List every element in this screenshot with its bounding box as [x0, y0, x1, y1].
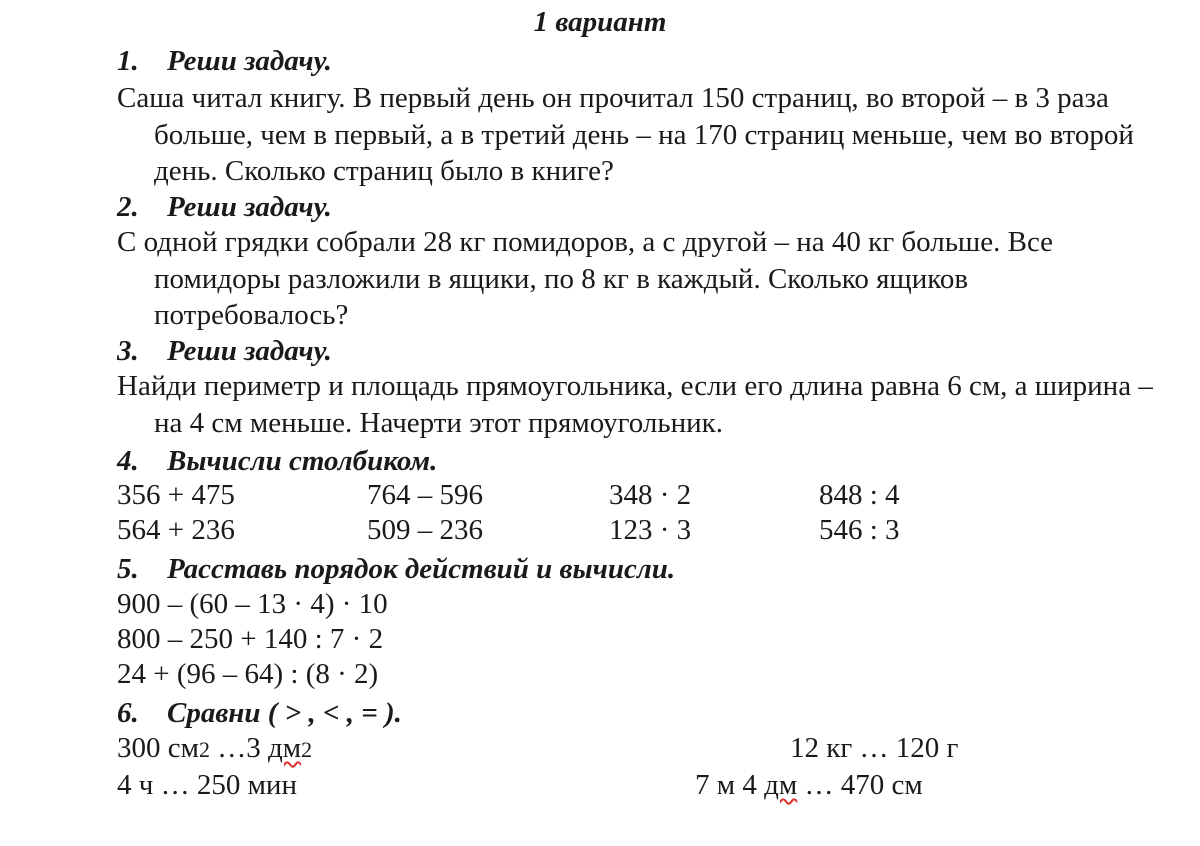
task-1-text: Саша читал книгу. В первый день он прочитал 150 страниц, во второй – в 3 раза больше, чем в первый, а в третий день – на 170 страниц меньше, чем во второй день. Сколько страниц было в книге? — [117, 82, 1134, 187]
spellcheck-underlined-unit: дм — [267, 732, 302, 764]
task-2-number: 2. — [117, 191, 139, 223]
task-1-title: Реши задачу. — [167, 45, 332, 77]
task-3-text: Найди периметр и площадь прямоугольника, если его длина равна 6 см, а ширина – на 4 см меньше. Начерти этот прямоугольник. — [117, 370, 1153, 439]
task-3-heading — [117, 333, 332, 369]
compare-item-area — [117, 730, 312, 768]
column-calc-item: 546 : 3 — [819, 514, 900, 546]
task-2-title: Реши задачу. — [167, 191, 332, 223]
spellcheck-underlined-unit: дм — [764, 769, 798, 801]
column-calc-item: 509 – 236 — [367, 514, 483, 546]
column-calc-item: 564 + 236 — [117, 514, 235, 546]
column-calc-item: 356 + 475 — [117, 479, 235, 511]
task-6-number: 6. — [117, 697, 139, 729]
compare-text: … 470 см — [797, 769, 923, 801]
variant-title: 1 вариант — [533, 6, 667, 38]
column-calc-item: 123 · 3 — [609, 514, 692, 546]
task-4-heading — [117, 443, 437, 479]
task-4-title: Вычисли столбиком. — [167, 445, 438, 477]
task-5-number: 5. — [117, 553, 139, 585]
task-6-title: Сравни ( > , < , = ). — [167, 697, 402, 729]
compare-text: 7 м 4 — [695, 769, 765, 801]
compare-item-time: 4 ч … 250 мин — [117, 769, 297, 801]
superscript: 2 — [301, 737, 313, 762]
compare-item-mass: 12 кг … 120 г — [790, 732, 959, 764]
expression-line: 24 + (96 – 64) : (8 · 2) — [117, 658, 379, 690]
task-6-heading — [117, 695, 402, 731]
task-2-heading — [117, 189, 332, 225]
column-calc-item: 848 : 4 — [819, 479, 900, 511]
compare-text: 300 см — [117, 732, 199, 764]
task-3-title: Реши задачу. — [167, 335, 332, 367]
task-2-text: С одной грядки собрали 28 кг помидоров, а с другой – на 40 кг больше. Все помидоры разложили в ящики, по 8 кг в каждый. Сколько ящиков потребовалось? — [117, 226, 1054, 331]
task-4-number: 4. — [117, 445, 139, 477]
compare-item-length — [695, 767, 923, 803]
superscript: 2 — [198, 737, 210, 762]
column-calc-item: 348 · 2 — [609, 479, 692, 511]
compare-text: …3 — [209, 732, 268, 764]
task-1-number: 1. — [117, 45, 139, 77]
expression-line: 900 – (60 – 13 · 4) · 10 — [117, 588, 388, 620]
task-3-number: 3. — [117, 335, 139, 367]
expression-line: 800 – 250 + 140 : 7 · 2 — [117, 623, 384, 655]
task-5-heading — [117, 551, 675, 587]
column-calc-item: 764 – 596 — [367, 479, 483, 511]
task-1-heading — [117, 43, 332, 79]
task-5-title: Расставь порядок действий и вычисли. — [167, 553, 676, 585]
